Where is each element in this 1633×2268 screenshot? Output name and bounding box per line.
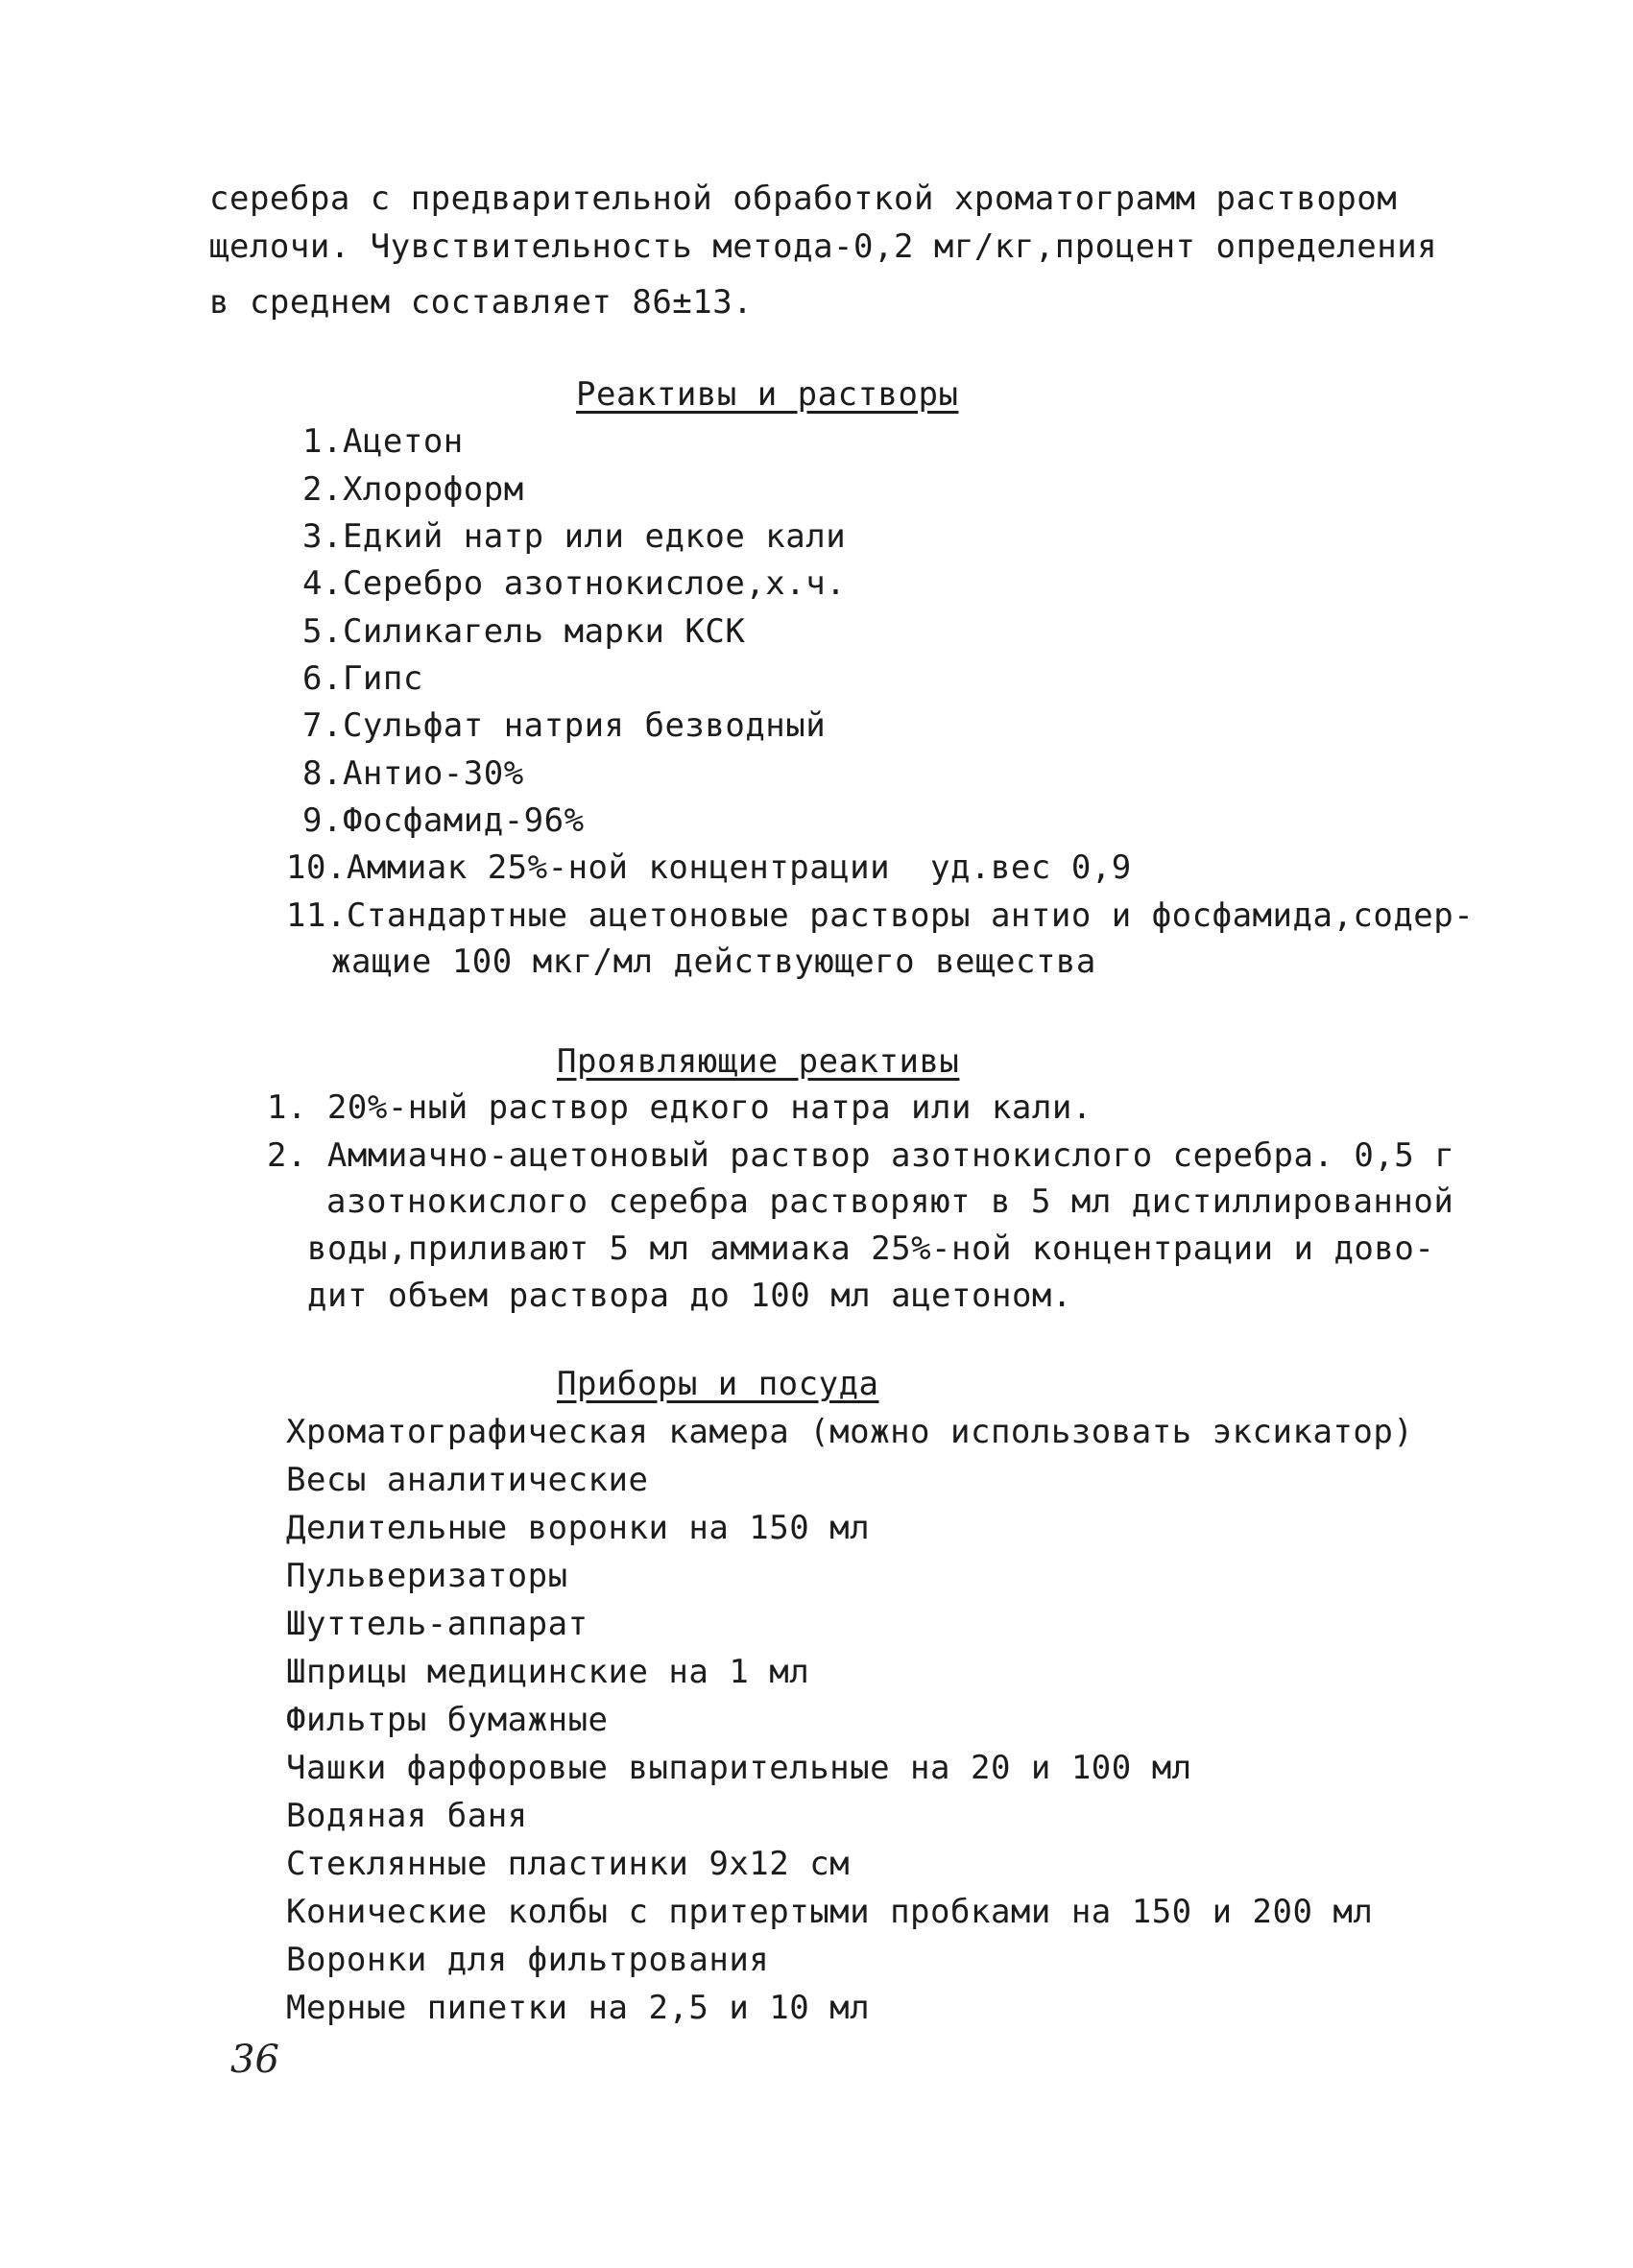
reagent-item: 1.Ацетон: [302, 422, 464, 461]
equipment-item: Стеклянные пластинки 9х12 см: [286, 1845, 851, 1883]
equipment-heading: Приборы и посуда: [557, 1365, 879, 1403]
equipment-item: Конические колбы с притертыми пробками на 150 и 200 мл: [286, 1893, 1374, 1931]
developing-item: 1. 20%-ный раствор едкого натра или кали.: [267, 1088, 1093, 1127]
intro-line: щелочи. Чувствительность метода-0,2 мг/кг,процент определения: [209, 227, 1438, 266]
reagent-item: 9.Фосфамид-96%: [302, 801, 585, 840]
reagent-item: 4.Серебро азотнокислое,х.ч.: [302, 564, 847, 603]
developing-item: 2. Аммиачно-ацетоновый раствор азотнокислого серебра. 0,5 г: [267, 1136, 1455, 1175]
equipment-item: Хроматографическая камера (можно использовать эксикатор): [286, 1413, 1414, 1451]
equipment-item: Чашки фарфоровые выпарительные на 20 и 100 мл: [286, 1749, 1192, 1787]
page-number: 36: [230, 2038, 279, 2082]
reagent-item: 5.Силикагель марки КСК: [302, 612, 746, 651]
reagent-item-continuation: жащие 100 мкг/мл действующего вещества: [331, 943, 1096, 981]
equipment-item: Весы аналитические: [286, 1461, 649, 1499]
equipment-item: Шприцы медицинские на 1 мл: [286, 1653, 810, 1691]
developing-item-continuation: воды,приливают 5 мл аммиака 25%-ной концентрации и дово-: [307, 1229, 1435, 1268]
developing-heading: Проявляющие реактивы: [557, 1042, 960, 1081]
intro-line: серебра с предварительной обработкой хроматограмм раствором: [209, 179, 1398, 218]
reagents-heading: Реактивы и растворы: [576, 375, 959, 414]
reagent-item: 11.Стандартные ацетоновые растворы антио и фосфамида,содер-: [286, 896, 1475, 935]
equipment-item: Шуттель-аппарат: [286, 1605, 588, 1643]
reagent-item: 3.Едкий натр или едкое кали: [302, 517, 847, 556]
developing-item-continuation: азотнокислого серебра растворяют в 5 мл дистиллированной: [326, 1182, 1454, 1221]
reagent-item: 2.Хлороформ: [302, 470, 524, 509]
reagent-item: 6.Гипс: [302, 659, 423, 698]
equipment-item: Воронки для фильтрования: [286, 1941, 770, 1979]
equipment-item: Мерные пипетки на 2,5 и 10 мл: [286, 1989, 871, 2027]
developing-item-continuation: дит объем раствора до 100 мл ацетоном.: [307, 1277, 1072, 1315]
intro-line: в среднем составляет 86±13.: [209, 283, 754, 322]
equipment-item: Делительные воронки на 150 мл: [286, 1509, 871, 1547]
reagent-item: 8.Антио-30%: [302, 754, 524, 793]
reagent-item: 7.Сульфат натрия безводный: [302, 706, 827, 745]
equipment-item: Пульверизаторы: [286, 1557, 568, 1595]
equipment-item: Водяная баня: [286, 1797, 528, 1835]
reagent-item: 10.Аммиак 25%-ной концентрации уд.вес 0,9: [286, 848, 1132, 887]
equipment-item: Фильтры бумажные: [286, 1701, 609, 1739]
